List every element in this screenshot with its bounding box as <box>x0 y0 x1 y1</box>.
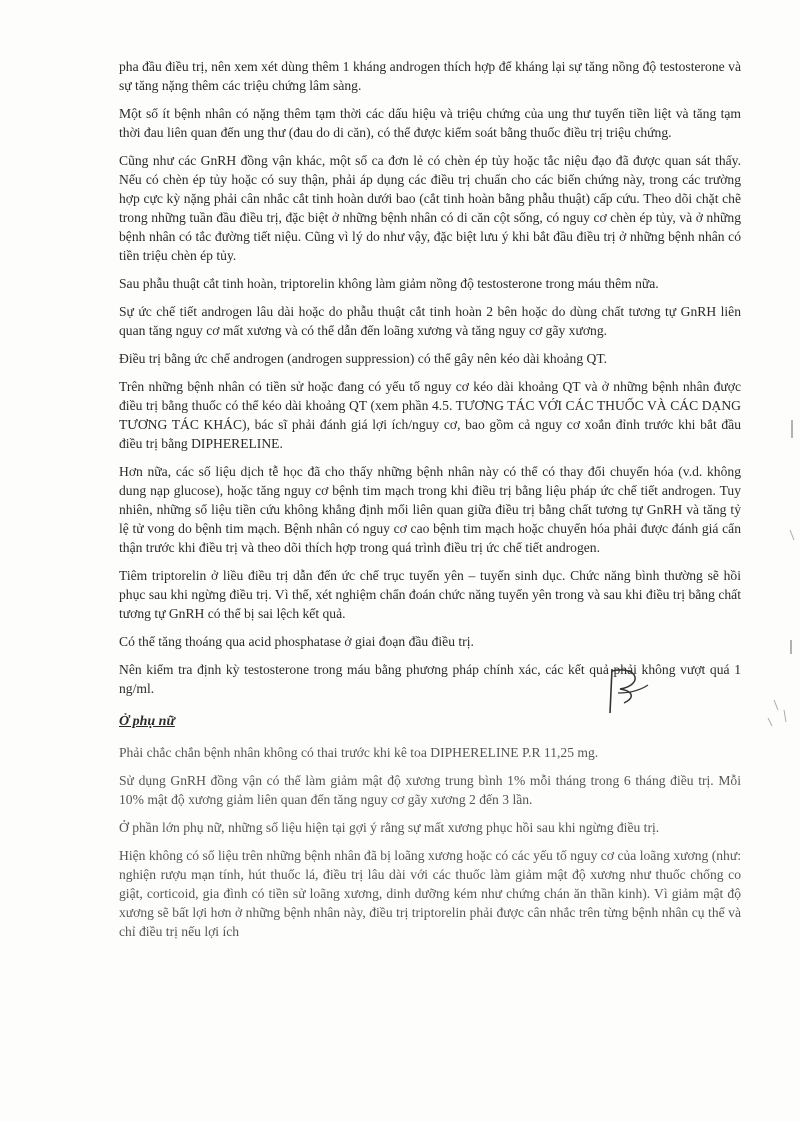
paragraph: Nên kiểm tra định kỳ testosterone trong máu bằng phương pháp chính xác, các kết quả phải không vượt quá 1 ng/ml. <box>119 662 741 696</box>
paragraph: Ở phần lớn phụ nữ, những số liệu hiện tại gợi ý rằng sự mất xương phục hồi sau khi ngừng điều trị. <box>119 820 660 835</box>
paragraph: Trên những bệnh nhân có tiền sử hoặc đang có yếu tố nguy cơ kéo dài khoảng QT và ở những bệnh nhân được điều trị bằng thuốc có thể kéo dài khoảng QT (xem phần 4.5. TƯƠNG TÁC VỚI CÁC THUỐC VÀ CÁC DẠNG TƯƠNG TÁC KHÁC), bác sĩ phải đánh giá lợi ích/nguy cơ, bao gồm cả nguy cơ xoắn đỉnh trước khi bắt đầu điều trị bằng DIPHERELINE. <box>119 379 741 451</box>
document-body <box>119 57 741 950</box>
paragraph: Sử dụng GnRH đồng vận có thể làm giảm mật độ xương trung bình 1% mỗi tháng trong 6 tháng điều trị. Mỗi 10% mật độ xương giảm liên quan đến tăng nguy cơ gãy xương 2 đến 3 lần. <box>119 773 741 807</box>
paragraph: pha đầu điều trị, nên xem xét dùng thêm 1 kháng androgen thích hợp để kháng lại sự tăng nồng độ testosterone và sự tăng nặng thêm các triệu chứng lâm sàng. <box>119 59 741 93</box>
section-heading-women: Ở phụ nữ <box>119 714 175 729</box>
paragraph: Phải chắc chắn bệnh nhân không có thai trước khi kê toa DIPHERELINE P.R 11,25 mg. <box>119 745 599 760</box>
handwritten-signature <box>598 663 668 723</box>
paragraph: Tiêm triptorelin ở liều điều trị dẫn đến ức chế trục tuyến yên – tuyến sinh dục. Chức năng bình thường sẽ hồi phục sau khi ngừng điều trị. Vì thế, xét nghiệm chẩn đoán chức năng tuyến yên trong và sau khi điều trị bằng chất tương tự GnRH có thể bị sai lệch kết quả. <box>119 568 741 621</box>
paragraph: Hiện không có số liệu trên những bệnh nhân đã bị loãng xương hoặc có các yếu tố nguy cơ của loãng xương (như: nghiện rượu mạn tính, hút thuốc lá, điều trị lâu dài với các thuốc làm giảm mật độ xương như thuốc chống co giật, corticoid, gia đình có tiền sử loãng xương, dinh dưỡng kém như chứng chán ăn thần kinh). Vì giảm mật độ xương sẽ bất lợi hơn ở những bệnh nhân này, điều trị triptorelin phải được cân nhắc trên từng bệnh nhân cụ thể và chỉ điều trị nếu lợi ích <box>119 848 741 939</box>
paragraph: Hơn nữa, các số liệu dịch tễ học đã cho thấy những bệnh nhân này có thể có thay đổi chuyển hóa (v.d. không dung nạp glucose), hoặc tăng nguy cơ bệnh tim mạch trong khi điều trị bằng liệu pháp ức chế tiết androgen. Tuy nhiên, những số liệu tiền cứu không khẳng định mối liên quan giữa điều trị bằng chất tương tự GnRH và tăng tỷ lệ tử vong do bệnh tim mạch. Bệnh nhân có nguy cơ cao bệnh tim mạch hoặc chuyển hóa phải được đánh giá cẩn thận trước khi điều trị và theo dõi thích hợp trong quá trình điều trị ức chế tiết androgen. <box>119 464 741 555</box>
scan-edge-marks <box>760 380 800 800</box>
paragraph: Điều trị bằng ức chế androgen (androgen suppression) có thể gây nên kéo dài khoảng QT. <box>119 351 608 366</box>
paragraph: Sau phẫu thuật cắt tinh hoàn, triptorelin không làm giảm nồng độ testosterone trong máu thêm nữa. <box>119 276 659 291</box>
paragraph: Cũng như các GnRH đồng vận khác, một số ca đơn lẻ có chèn ép tủy hoặc tắc niệu đạo đã được quan sát thấy. Nếu có chèn ép tủy hoặc có suy thận, phải áp dụng các điều trị chuẩn cho các biến chứng này, trong các trường hợp cực kỳ nặng phải cân nhắc cắt tinh hoàn dưới bao (cắt tinh hoàn bằng phẫu thuật) cấp cứu. Theo dõi chặt chẽ trong những tuần đầu điều trị, đặc biệt ở những bệnh nhân có di căn cột sống, có nguy cơ chèn ép tủy, và ở những bệnh nhân có tắc đường tiết niệu. Cũng vì lý do như vậy, đặc biệt lưu ý khi bắt đầu điều trị ở những bệnh nhân có tiền triệu chèn ép tủy. <box>119 153 741 263</box>
paragraph: Có thể tăng thoáng qua acid phosphatase ở giai đoạn đầu điều trị. <box>119 634 474 649</box>
paragraph: Một số ít bệnh nhân có nặng thêm tạm thời các dấu hiệu và triệu chứng của ung thư tuyến tiền liệt và tăng tạm thời đau liên quan đến ung thư (đau do di căn), có thể được kiểm soát bằng thuốc điều trị triệu chứng. <box>119 106 741 140</box>
paragraph: Sự ức chế tiết androgen lâu dài hoặc do phẫu thuật cắt tinh hoàn 2 bên hoặc do dùng chất tương tự GnRH liên quan tăng nguy cơ mất xương và có thể dẫn đến loãng xương và tăng nguy cơ gãy xương. <box>119 304 741 338</box>
